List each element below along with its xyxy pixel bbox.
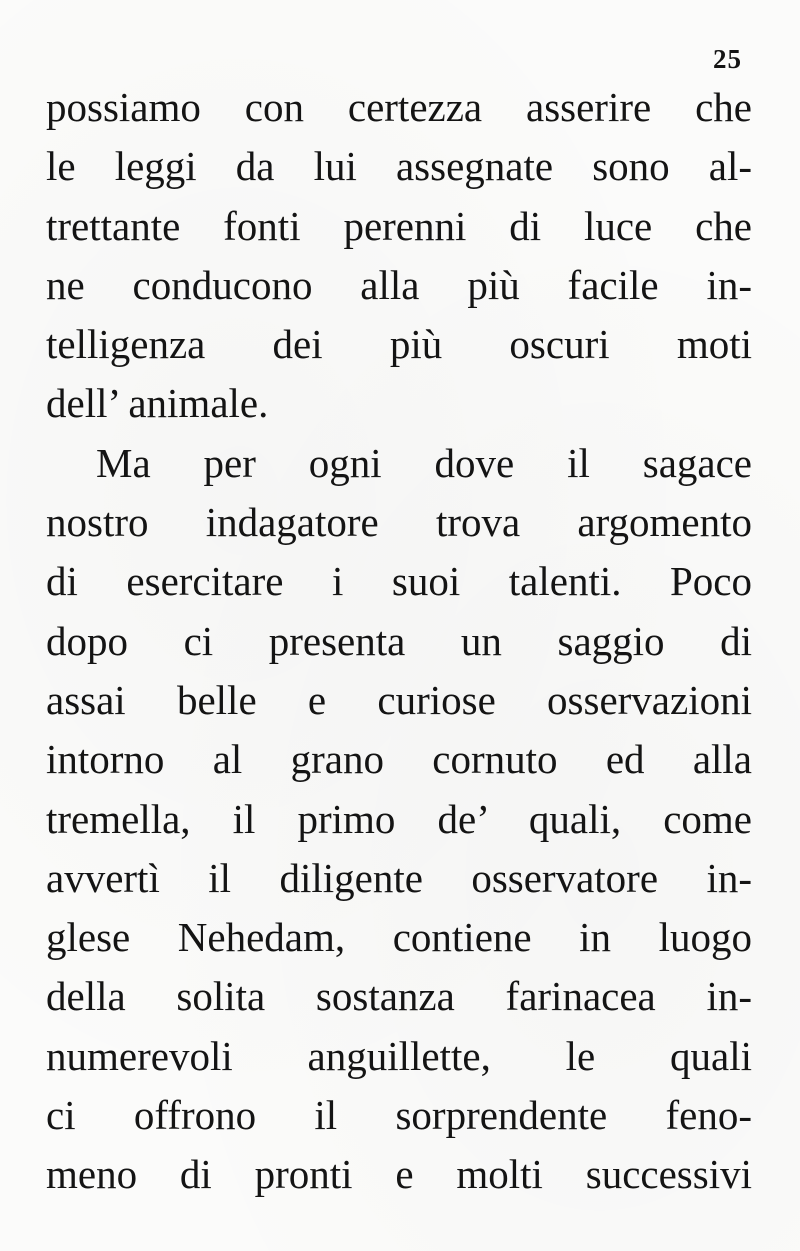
text-line: possiamo con certezza asserire che bbox=[46, 84, 752, 130]
text-line: numerevoli anguillette, le quali bbox=[46, 1032, 752, 1079]
text-line: ci offrono il sorprendente feno- bbox=[46, 1092, 752, 1139]
page-number: 25 bbox=[713, 44, 742, 74]
text-line: di esercitare i suoi talenti. Poco bbox=[46, 558, 752, 605]
text-line: dopo ci presenta un saggio di bbox=[46, 617, 752, 664]
text-line: intorno al grano cornuto ed alla bbox=[46, 736, 752, 783]
paragraph-end-line: dell’ animale. bbox=[46, 380, 269, 427]
text-line: telligenza dei più oscuri moti bbox=[46, 321, 752, 368]
body-text bbox=[46, 78, 752, 1205]
text-line: glese Nehedam, contiene in luogo bbox=[46, 914, 752, 961]
text-line: nostro indagatore trova argomento bbox=[46, 499, 752, 546]
text-line: ne conducono alla più facile in- bbox=[46, 261, 752, 308]
text-line: tremella, il primo de’ quali, come bbox=[46, 795, 752, 842]
text-line: le leggi da lui assegnate sono al- bbox=[46, 143, 752, 190]
text-line: trettante fonti perenni di luce che bbox=[46, 202, 752, 249]
text-line: meno di pronti e molti successivi bbox=[46, 1151, 752, 1198]
text-line: assai belle e curiose osservazioni bbox=[46, 676, 752, 723]
text-line: avvertì il diligente osservatore in- bbox=[46, 854, 752, 901]
text-line: della solita sostanza farinacea in- bbox=[46, 973, 752, 1020]
paragraph-start-line: Ma per ogni dove il sagace bbox=[96, 439, 752, 486]
